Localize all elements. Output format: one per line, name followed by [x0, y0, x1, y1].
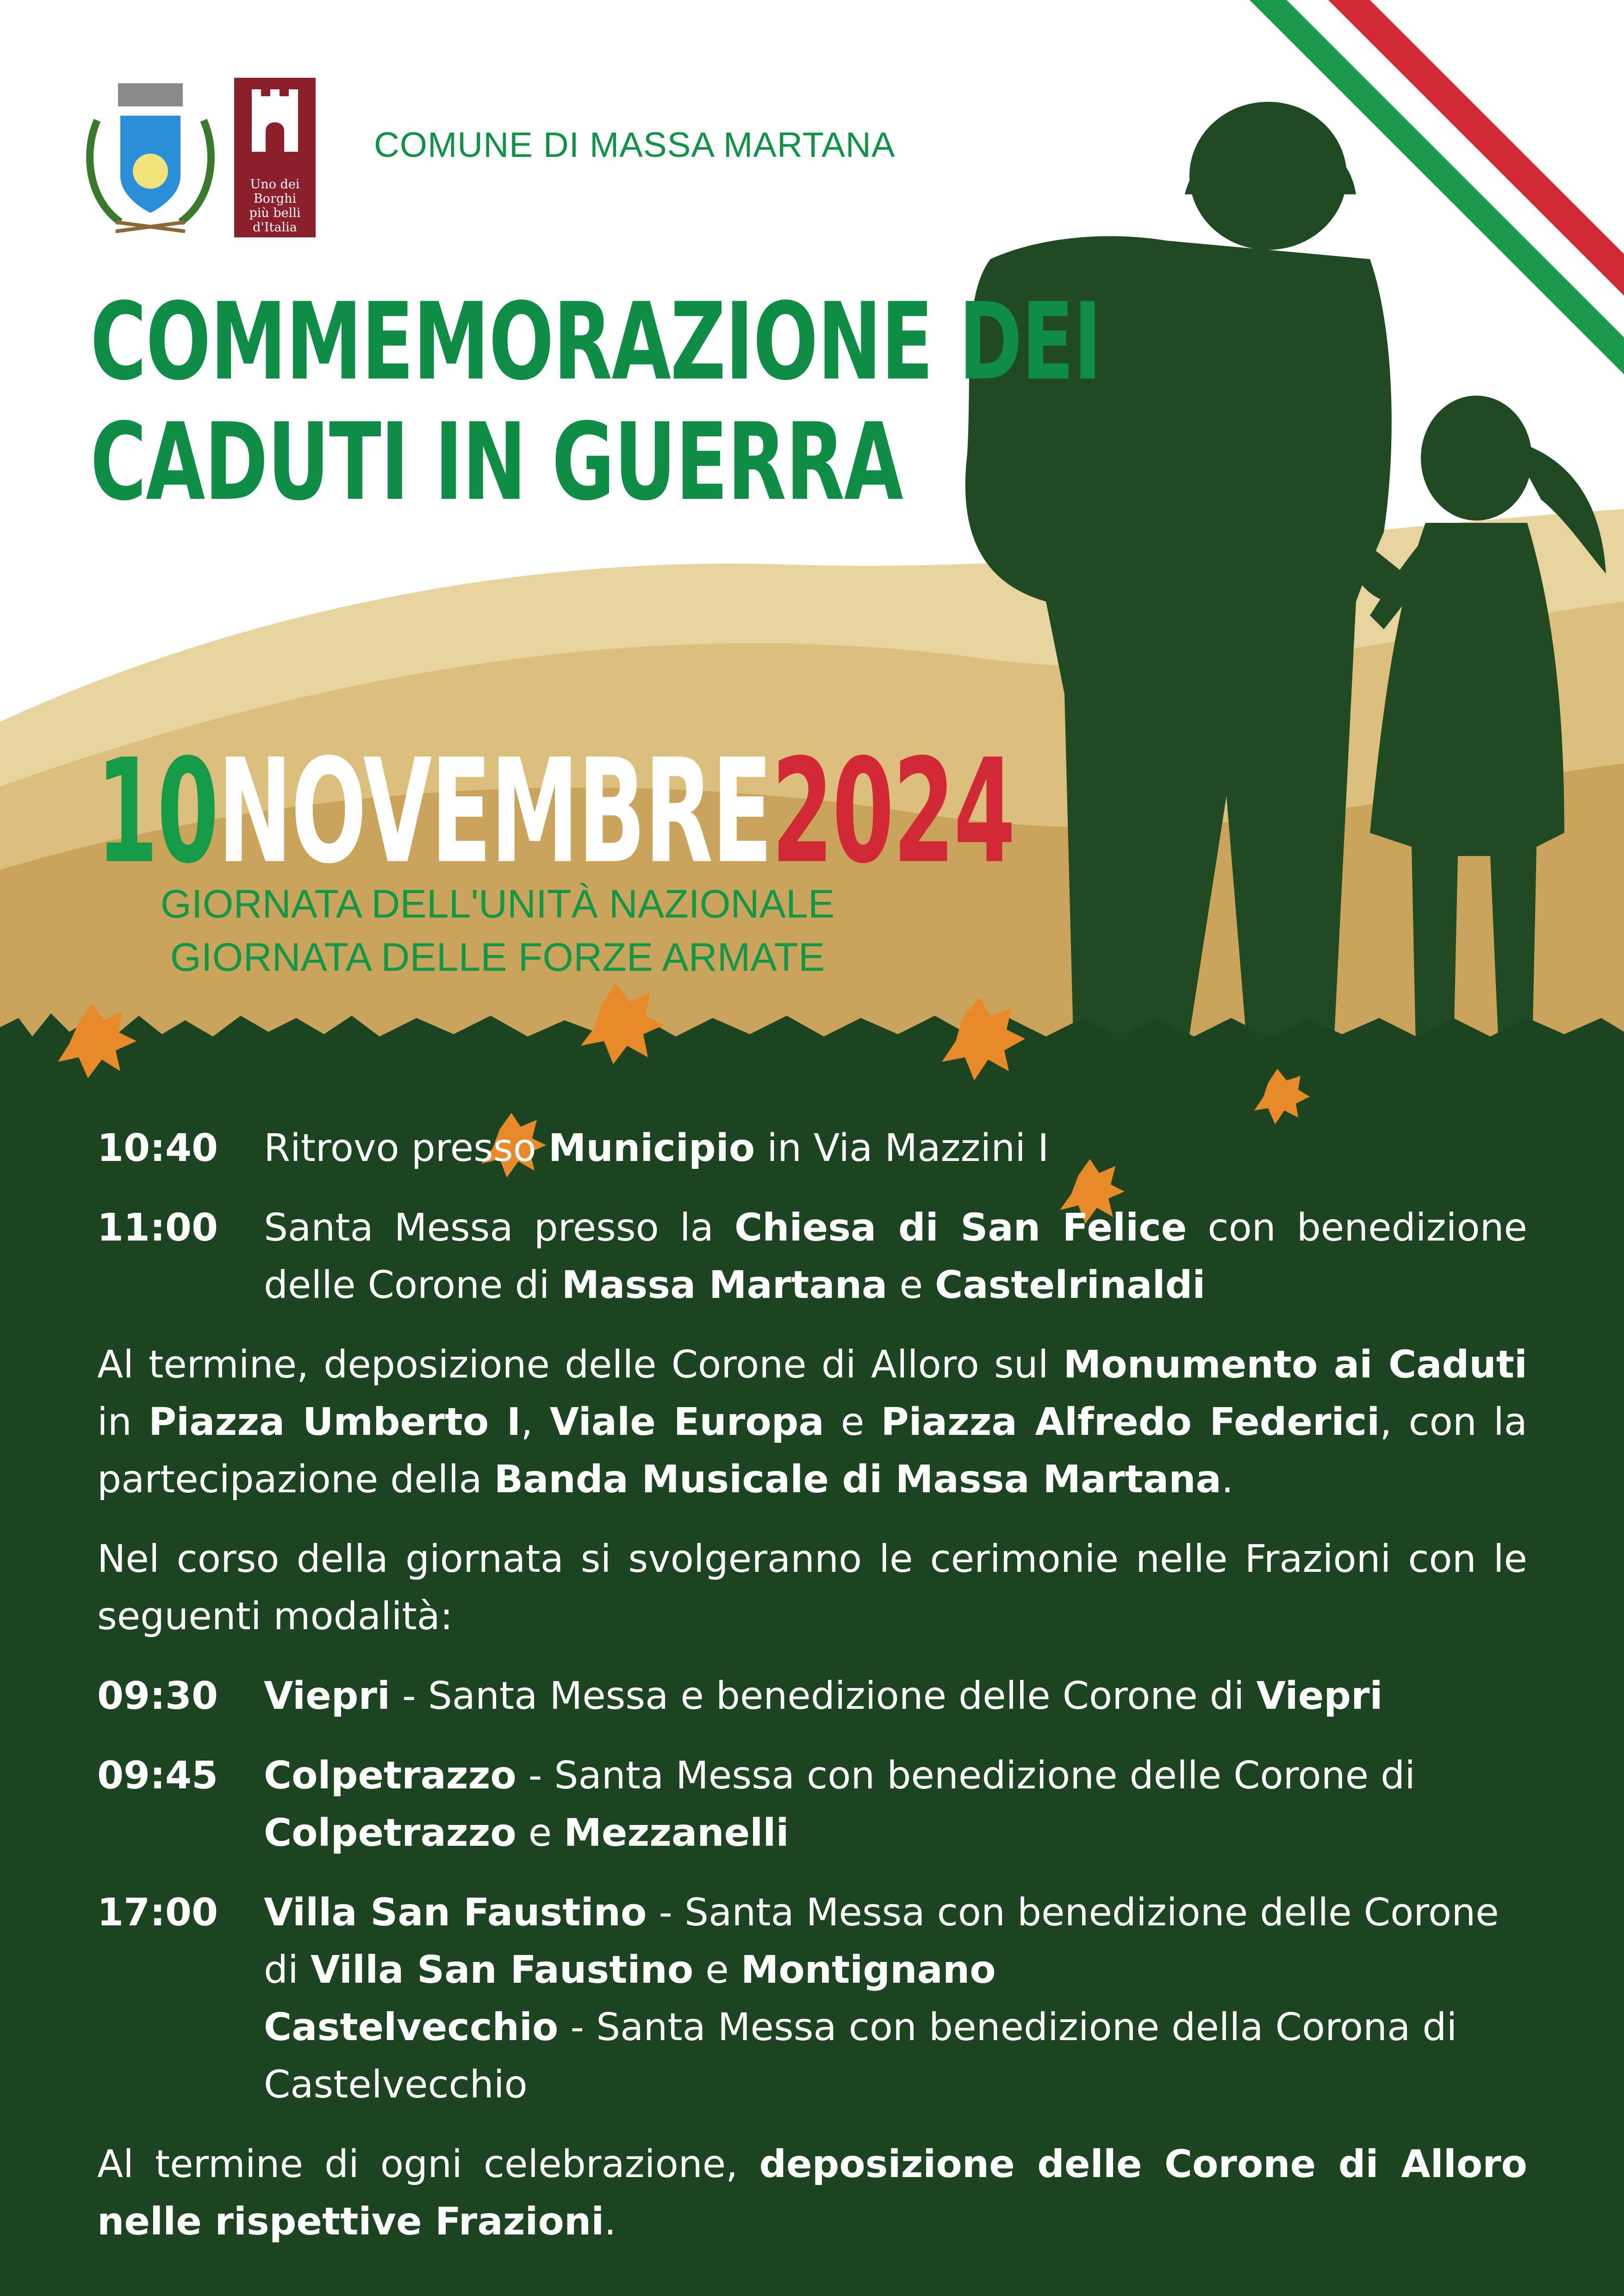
- title-line-1: COMMEMORAZIONE DEI: [90, 280, 1101, 404]
- text-span: ,: [521, 1400, 550, 1444]
- event-time: 09:45: [97, 1754, 218, 1798]
- program-text: [97, 1120, 1527, 2273]
- place-name: Municipio: [548, 1126, 755, 1170]
- text-span: e: [516, 1811, 564, 1855]
- borghi-logo: [234, 78, 316, 237]
- castle-icon: [234, 78, 316, 170]
- place-name: Colpetrazzo: [264, 1811, 516, 1855]
- title-line-2: CADUTI IN GUERRA: [90, 401, 903, 524]
- paragraph-closing: [97, 2136, 1527, 2251]
- borghi-text-2: Borghi: [253, 192, 297, 206]
- place-name: Piazza Umberto I: [148, 1400, 521, 1444]
- paragraph-deposizione: [97, 1336, 1527, 1508]
- borghi-text-1: Uno dei: [250, 177, 300, 192]
- borghi-text-3: più belli: [249, 206, 301, 220]
- place-name: Viale Europa: [549, 1400, 824, 1444]
- subtitle-unita-nazionale: GIORNATA DELL'UNITÀ NAZIONALE: [160, 882, 835, 926]
- text-span: .: [1221, 1458, 1234, 1502]
- text-span: con benedizione delle Corone di: [264, 1206, 1527, 1307]
- event-time: 17:00: [97, 1891, 218, 1935]
- event-row-0930: [97, 1668, 1527, 1725]
- text-span: - Santa Messa e benedizione delle Corone di: [390, 1674, 1257, 1718]
- text-span: Ritrovo presso: [264, 1126, 548, 1170]
- event-line: [264, 1884, 1527, 1999]
- event-row-0945: [97, 1747, 1527, 1862]
- place-name: Piazza Alfredo Federici: [881, 1400, 1380, 1444]
- text-span: in: [97, 1400, 149, 1444]
- place-name: Montignano: [740, 1948, 996, 1992]
- event-description: [264, 1884, 1527, 2114]
- event-description: [264, 1668, 1527, 1725]
- text-span: Santa Messa presso la: [264, 1206, 734, 1250]
- place-name: Massa Martana: [561, 1263, 888, 1307]
- event-time: 11:00: [97, 1206, 218, 1250]
- date-month: NOVEMBRE: [218, 728, 772, 895]
- event-description: [264, 1120, 1527, 1177]
- place-name: Castelvecchio: [264, 2005, 559, 2049]
- event-row-1040: [97, 1120, 1527, 1177]
- place-name: Viepri: [1256, 1674, 1383, 1718]
- text-span: e: [693, 1948, 741, 1992]
- coat-of-arms-logo: [90, 83, 211, 231]
- borghi-text-4: d'Italia: [253, 220, 297, 235]
- place-name: Castelrinaldi: [935, 1263, 1206, 1307]
- text-span: in Via Mazzini I: [755, 1126, 1049, 1170]
- event-line: [264, 1999, 1527, 2114]
- place-name: Monumento ai Caduti: [1063, 1343, 1527, 1387]
- event-time: 10:40: [97, 1126, 218, 1170]
- place-name: Villa San Faustino: [310, 1948, 694, 1992]
- paragraph-frazioni: Nel corso della giornata si svolgeranno le cerimonie nelle Frazioni con le seguenti modalità:: [97, 1537, 1527, 1638]
- text-span: - Santa Messa con benedizione della Corona di Castelvecchio: [264, 2005, 1457, 2107]
- place-name: Chiesa di San Felice: [734, 1206, 1187, 1250]
- text-span: e: [887, 1263, 935, 1307]
- text-span: .: [604, 2200, 616, 2244]
- event-row-1100: [97, 1199, 1527, 1314]
- place-name: Colpetrazzo: [264, 1754, 516, 1798]
- band-name: Banda Musicale di Massa Martana: [494, 1458, 1221, 1502]
- date-year: 2024: [771, 728, 1014, 895]
- municipality-name: COMUNE DI MASSA MARTANA: [374, 125, 896, 165]
- place-name: Viepri: [264, 1674, 390, 1718]
- place-name: Mezzanelli: [564, 1811, 789, 1855]
- event-description: [264, 1199, 1527, 1314]
- text-span: - Santa Messa con benedizione delle Corone di: [264, 1891, 1499, 1992]
- text-span: Al termine di ogni celebrazione,: [97, 2142, 759, 2186]
- event-time: 09:30: [97, 1674, 218, 1718]
- closing-highlight: deposizione delle Corone di Alloro nelle rispettive Frazioni: [97, 2142, 1528, 2244]
- text-span: Al termine, deposizione delle Corone di Alloro sul: [97, 1343, 1064, 1387]
- subtitle-forze-armate: GIORNATA DELLE FORZE ARMATE: [170, 935, 825, 980]
- date-day: 10: [96, 728, 218, 895]
- text-span: - Santa Messa con benedizione delle Corone di: [516, 1754, 1416, 1798]
- text-span: e: [824, 1400, 881, 1444]
- event-description: [264, 1747, 1527, 1862]
- event-row-1700: [97, 1884, 1527, 2114]
- event-date: [96, 728, 1014, 895]
- text-span: , con la partecipazione della: [97, 1400, 1528, 1502]
- place-name: Villa San Faustino: [264, 1891, 647, 1935]
